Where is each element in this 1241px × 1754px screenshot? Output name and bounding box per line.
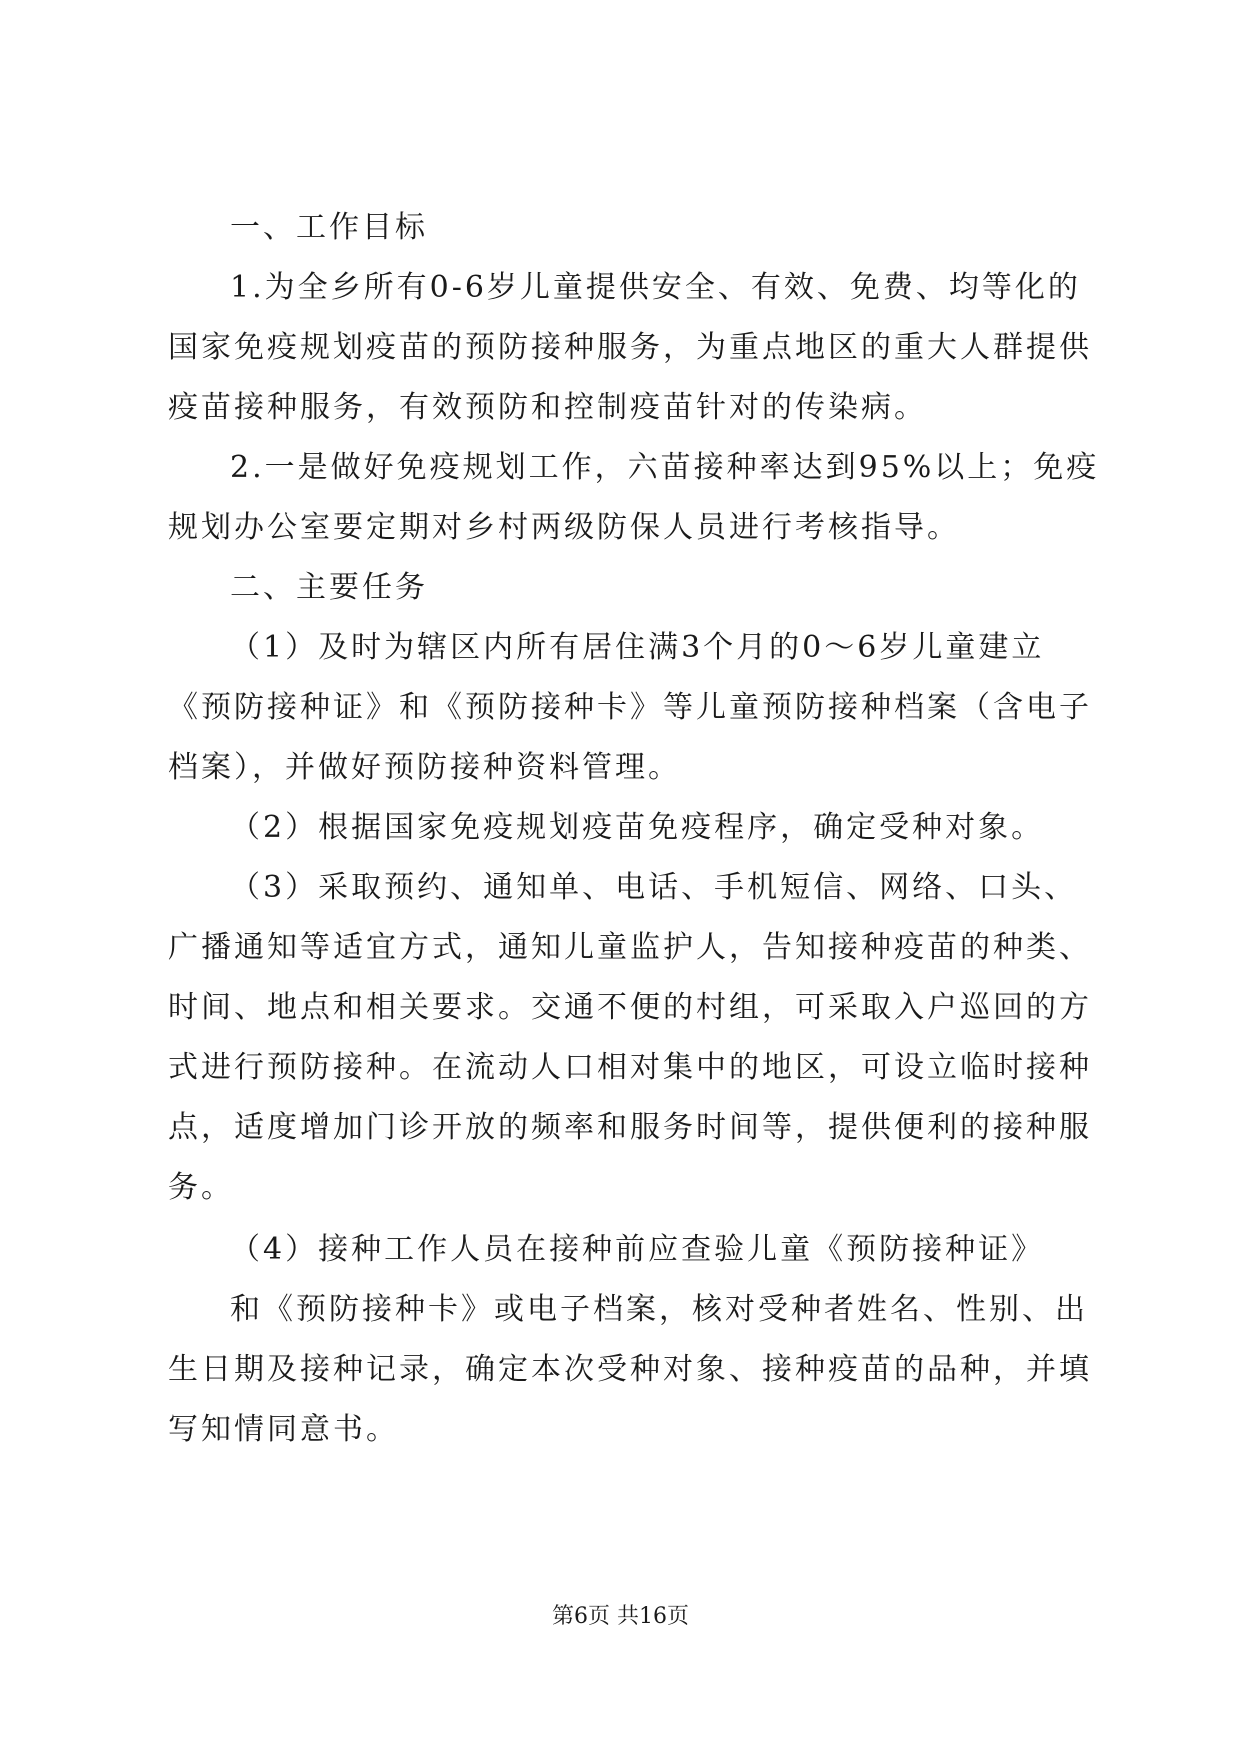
paragraph-line: 式进行预防接种。在流动人口相对集中的地区，可设立临时接种: [168, 1050, 1092, 1085]
paragraph-line: 1.为全乡所有0-6岁儿童提供安全、有效、免费、均等化的: [230, 270, 1081, 305]
paragraph-line: 和《预防接种卡》或电子档案，核对受种者姓名、性别、出: [230, 1292, 1088, 1327]
paragraph-line: 务。: [168, 1170, 234, 1205]
paragraph-line: 档案），并做好预防接种资料管理。: [168, 750, 681, 785]
paragraph-line: 疫苗接种服务，有效预防和控制疫苗针对的传染病。: [168, 390, 927, 425]
paragraph-line: （3）采取预约、通知单、电话、手机短信、网络、口头、: [230, 870, 1078, 905]
paragraph-line: 国家免疫规划疫苗的预防接种服务，为重点地区的重大人群提供: [168, 330, 1092, 365]
paragraph-line: 写知情同意书。: [168, 1412, 399, 1447]
paragraph-line: （2）根据国家免疫规划疫苗免疫程序，确定受种对象。: [230, 810, 1045, 845]
paragraph-line: （1）及时为辖区内所有居住满3个月的0～6岁儿童建立: [230, 630, 1045, 665]
paragraph-line: （4）接种工作人员在接种前应查验儿童《预防接种证》: [230, 1232, 1045, 1267]
paragraph-line: 2.一是做好免疫规划工作，六苗接种率达到95%以上；免疫: [230, 450, 1100, 485]
paragraph-line: 规划办公室要定期对乡村两级防保人员进行考核指导。: [168, 510, 960, 545]
paragraph-line: 广播通知等适宜方式，通知儿童监护人，告知接种疫苗的种类、: [168, 930, 1092, 965]
paragraph-line: 生日期及接种记录，确定本次受种对象、接种疫苗的品种，并填: [168, 1352, 1092, 1387]
heading-work-goals: 一、工作目标: [230, 210, 428, 245]
paragraph-line: 《预防接种证》和《预防接种卡》等儿童预防接种档案（含电子: [168, 690, 1092, 725]
heading-main-tasks: 二、主要任务: [230, 570, 428, 605]
paragraph-line: 时间、地点和相关要求。交通不便的村组，可采取入户巡回的方: [168, 990, 1092, 1025]
paragraph-line: 点，适度增加门诊开放的频率和服务时间等，提供便利的接种服: [168, 1110, 1092, 1145]
page-number-footer: 第6页 共16页: [552, 1604, 689, 1629]
